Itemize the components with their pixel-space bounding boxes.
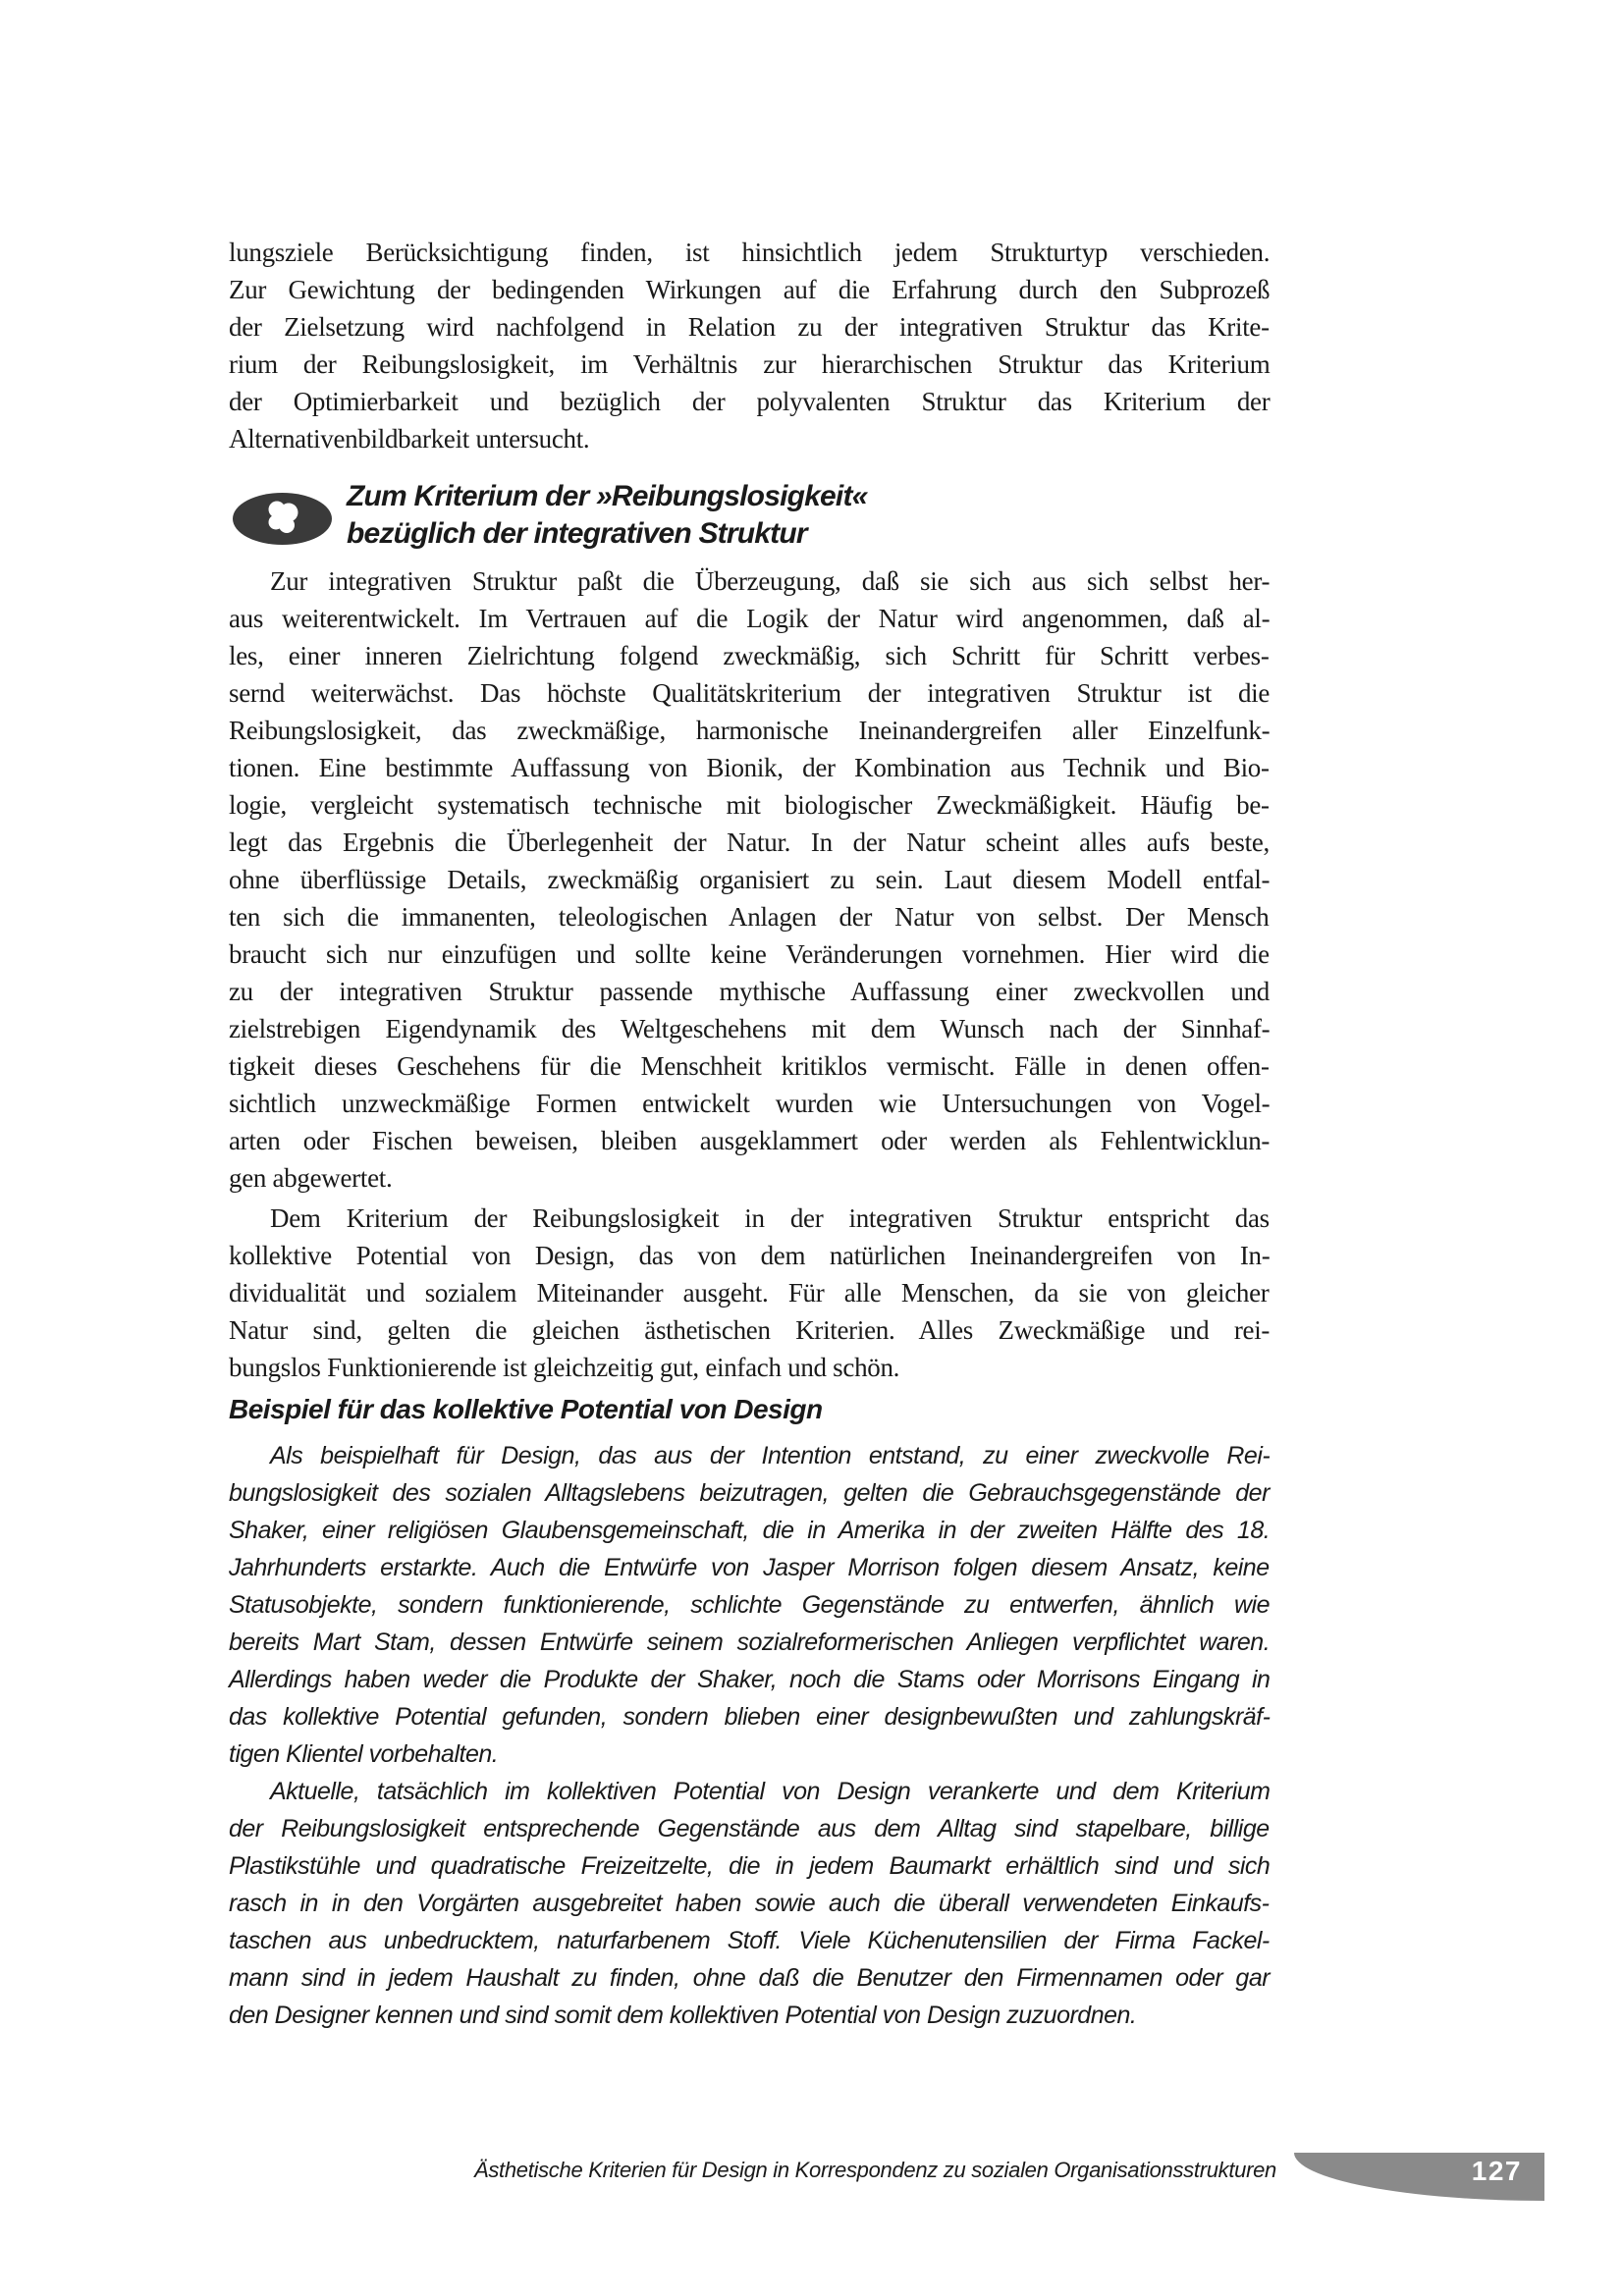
text-line: das kollektive Potential gefunden, sondern blieben einer designbewußten und zahlungskräf-	[229, 1703, 1271, 1731]
text-line: logie, vergleicht systematisch technische mit biologischer Zweckmäßigkeit. Häufig be-	[229, 790, 1270, 820]
text-line: Alternativenbildbarkeit untersucht.	[229, 424, 590, 454]
example-paragraph-2	[229, 1773, 1270, 2034]
text-line: Statusobjekte, sondern funktionierende, schlichte Gegenstände zu entwerfen, ähnlich wie	[229, 1591, 1271, 1619]
footer-running-title: Ästhetische Kriterien für Design in Korrespondenz zu sozialen Organisationsstrukturen	[473, 2158, 1276, 2182]
text-line: der Zielsetzung wird nachfolgend in Relation zu der integrativen Struktur das Krite-	[229, 312, 1270, 342]
text-line: bungslosigkeit des sozialen Alltagslebens beizutragen, gelten die Gebrauchsgegenstände der	[229, 1479, 1270, 1507]
text-line: Allerdings haben weder die Produkte der Shaker, noch die Stams oder Morrisons Eingang in	[229, 1666, 1271, 1693]
text-line: Dem Kriterium der Reibungslosigkeit in der integrativen Struktur entspricht das	[270, 1203, 1270, 1233]
oval-blob-marker-icon	[233, 493, 332, 545]
text-line: gen abgewertet.	[229, 1163, 393, 1193]
example-heading: Beispiel für das kollektive Potential von Design	[229, 1394, 823, 1424]
text-line: Aktuelle, tatsächlich im kollektiven Potential von Design verankerte und dem Kriterium	[270, 1778, 1271, 1805]
text-line: Reibungslosigkeit, das zweckmäßige, harmonische Ineinandergreifen aller Einzelfunk-	[229, 716, 1271, 745]
body-paragraph-1	[229, 562, 1270, 1197]
text-line: der Reibungslosigkeit entsprechende Gegenstände aus dem Alltag sind stapelbare, billige	[229, 1815, 1270, 1842]
text-line: zielstrebigen Eigendynamik des Weltgeschehens mit dem Wunsch nach der Sinnhaf-	[229, 1014, 1271, 1043]
text-line: lungsziele Berücksichtigung finden, ist hinsichtlich jedem Strukturtyp verschieden.	[229, 238, 1271, 267]
section-heading	[229, 478, 1270, 553]
text-line: mann sind in jedem Haushalt zu finden, ohne daß die Benutzer den Firmennamen oder gar	[229, 1964, 1271, 1992]
text-line: Jahrhunderts erstarkte. Auch die Entwürfe von Jasper Morrison folgen diesem Ansatz, keine	[229, 1554, 1270, 1581]
text-line: tigen Klientel vorbehalten.	[229, 1740, 499, 1768]
text-line: den Designer kennen und sind somit dem kollektiven Potential von Design zuzuordnen.	[229, 2002, 1137, 2029]
text-line: braucht sich nur einzufügen und sollte keine Veränderungen vornehmen. Hier wird die	[229, 939, 1270, 969]
section-heading-line2: bezüglich der integrativen Struktur	[347, 517, 807, 550]
text-line: arten oder Fischen beweisen, bleiben ausgeklammert oder werden als Fehlentwicklun-	[229, 1126, 1271, 1155]
text-line: tigkeit dieses Geschehens für die Menschheit kritiklos vermischt. Fälle in denen offen-	[229, 1051, 1270, 1081]
body-paragraph-2	[229, 1200, 1270, 1386]
text-line: rasch in in den Vorgärten ausgebreitet haben sowie auch die überall verwendeten Einkaufs-	[229, 1890, 1270, 1917]
text-line: bereits Mart Stam, dessen Entwürfe seinem sozialreformerischen Anliegen verpflichtet waren.	[229, 1629, 1271, 1656]
text-line: zu der integrativen Struktur passende mythische Auffassung einer zweckvollen und	[229, 977, 1271, 1006]
continuation-paragraph	[229, 234, 1270, 457]
text-line: Natur sind, gelten die gleichen ästhetischen Kriterien. Alles Zweckmäßige und rei-	[229, 1315, 1271, 1345]
text-line: sernd weiterwächst. Das höchste Qualitätskriterium der integrativen Struktur ist die	[229, 678, 1271, 708]
text-line: Als beispielhaft für Design, das aus der Intention entstand, zu einer zweckvolle Rei-	[270, 1442, 1271, 1469]
text-line: dividualität und sozialem Miteinander ausgeht. Für alle Menschen, da sie von gleicher	[229, 1278, 1270, 1308]
text-line: Plastikstühle und quadratische Freizeitzelte, die in jedem Baumarkt erhältlich sind und sich	[229, 1852, 1271, 1880]
text-line: ohne überflüssige Details, zweckmäßig organisiert zu sein. Laut diesem Modell entfal-	[229, 865, 1271, 894]
page-number: 127	[1471, 2156, 1522, 2186]
text-line: tionen. Eine bestimmte Auffassung von Bionik, der Kombination aus Technik und Bio-	[229, 753, 1270, 782]
example-paragraph-1	[229, 1437, 1270, 1773]
text-line: der Optimierbarkeit und bezüglich der polyvalenten Struktur das Kriterium der	[229, 387, 1271, 416]
text-line: Zur integrativen Struktur paßt die Überzeugung, daß sie sich aus sich selbst her-	[270, 566, 1271, 596]
text-line: bungslos Funktionierende ist gleichzeitig gut, einfach und schön.	[229, 1353, 900, 1382]
text-line: legt das Ergebnis die Überlegenheit der Natur. In der Natur scheint alles aufs beste,	[229, 828, 1270, 857]
text-line: sichtlich unzweckmäßige Formen entwickelt wurden wie Untersuchungen von Vogel-	[229, 1089, 1271, 1118]
section-heading-line1: Zum Kriterium der »Reibungslosigkeit«	[347, 480, 868, 512]
text-line: Shaker, einer religiösen Glaubensgemeinschaft, die in Amerika in der zweiten Hälfte des 18.	[229, 1517, 1271, 1544]
text-line: taschen aus unbedrucktem, naturfarbenem Stoff. Viele Küchenutensilien der Firma Fackel-	[229, 1927, 1270, 1954]
text-line: les, einer inneren Zielrichtung folgend zweckmäßig, sich Schritt für Schritt verbes-	[229, 641, 1270, 670]
page-number-tab	[1294, 2153, 1544, 2201]
text-line: ten sich die immanenten, teleologischen Anlagen der Natur von selbst. Der Mensch	[229, 902, 1270, 932]
text-line: aus weiterentwickelt. Im Vertrauen auf die Logik der Natur wird angenommen, daß al-	[229, 604, 1271, 633]
text-line: rium der Reibungslosigkeit, im Verhältnis zur hierarchischen Struktur das Kriterium	[229, 349, 1271, 379]
text-line: Zur Gewichtung der bedingenden Wirkungen auf die Erfahrung durch den Subprozeß	[229, 275, 1271, 304]
text-line: kollektive Potential von Design, das von dem natürlichen Ineinandergreifen von In-	[229, 1241, 1271, 1270]
